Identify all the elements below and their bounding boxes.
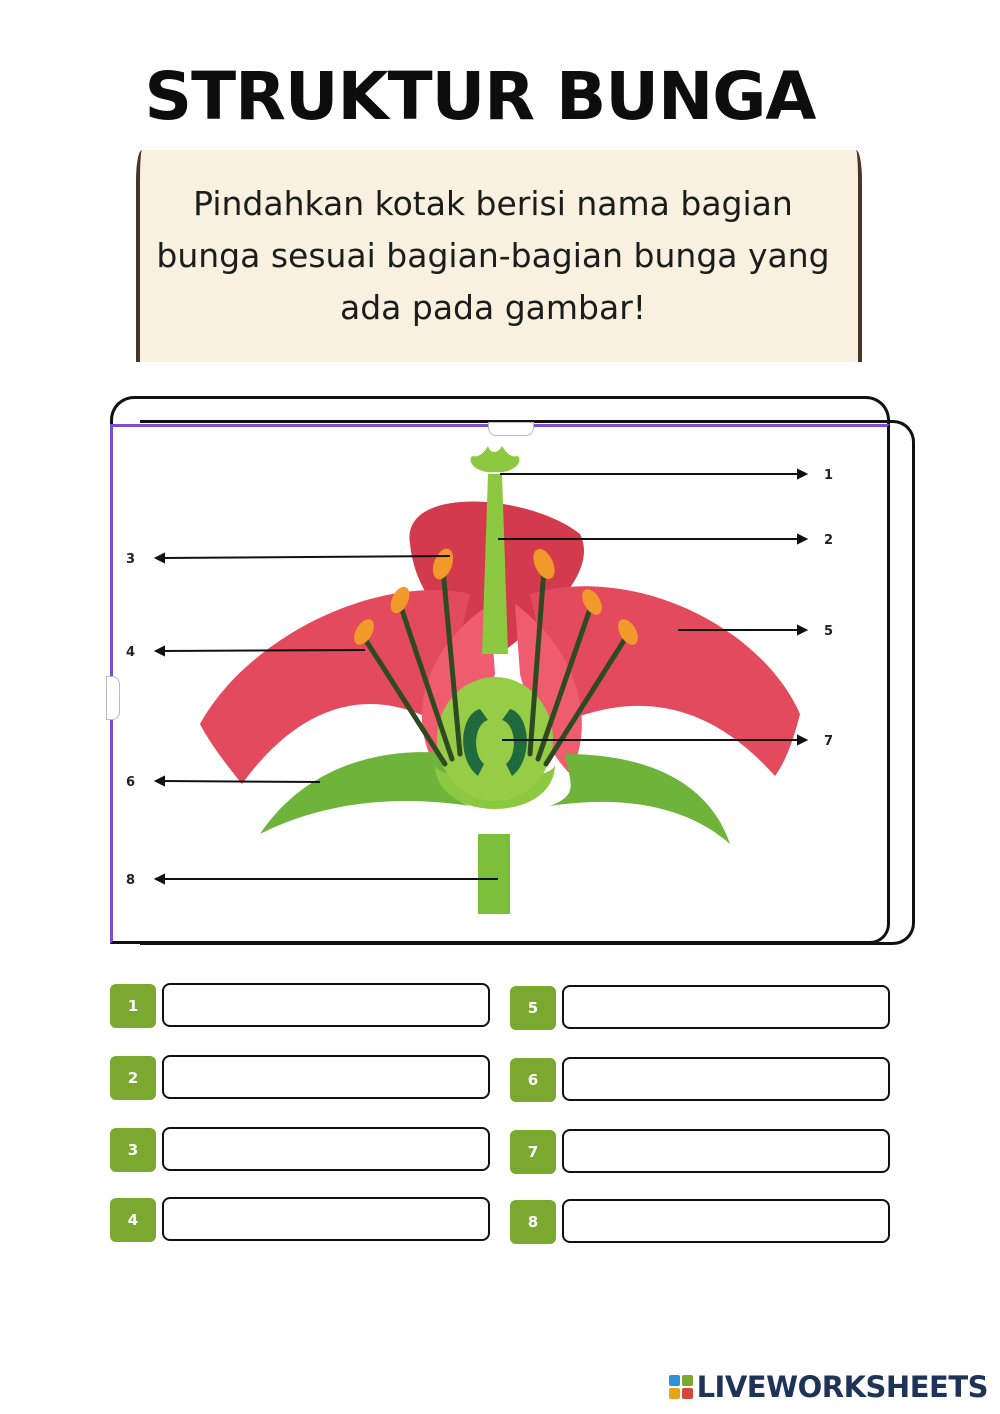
brand-name: LIVEWORKSHEETS [696,1370,988,1404]
instruction-text: Pindahkan kotak berisi nama bagian bunga sesuai bagian-bagian bunga yang ada pada gambar! [156,184,830,327]
answer-number-badge: 6 [510,1058,556,1102]
flower-illustration [110,424,890,944]
answer-number-badge: 8 [510,1200,556,1244]
answer-input-3[interactable] [162,1127,490,1171]
pointer-3 [162,556,450,558]
diagram-label-8: 8 [126,873,136,888]
answer-number-badge: 4 [110,1198,156,1242]
diagram-label-2: 2 [824,533,834,548]
liveworksheets-brand[interactable] [669,1370,988,1404]
diagram-label-3: 3 [126,552,136,567]
stem [478,834,510,914]
answer-number-badge: 7 [510,1130,556,1174]
page-title: STRUKTUR BUNGA [144,58,816,135]
answer-number-badge: 3 [110,1128,156,1172]
diagram-label-6: 6 [126,775,136,790]
answer-input-1[interactable] [162,983,490,1027]
diagram-label-4: 4 [126,645,136,660]
diagram-label-5: 5 [824,624,834,639]
stigma [471,446,520,472]
answer-number-badge: 1 [110,984,156,1028]
answer-input-7[interactable] [562,1129,890,1173]
pointer-4 [162,650,365,651]
sepal-left [260,752,470,834]
diagram-label-1: 1 [824,468,834,483]
pointer-6 [162,781,320,782]
liveworksheets-logo-icon [669,1375,693,1399]
style [482,474,508,654]
sepal-right [550,754,730,844]
answer-input-8[interactable] [562,1199,890,1243]
answer-input-5[interactable] [562,985,890,1029]
answer-number-badge: 2 [110,1056,156,1100]
answer-input-4[interactable] [162,1197,490,1241]
answer-input-2[interactable] [162,1055,490,1099]
answer-input-6[interactable] [562,1057,890,1101]
diagram-label-7: 7 [824,734,834,749]
answer-number-badge: 5 [510,986,556,1030]
